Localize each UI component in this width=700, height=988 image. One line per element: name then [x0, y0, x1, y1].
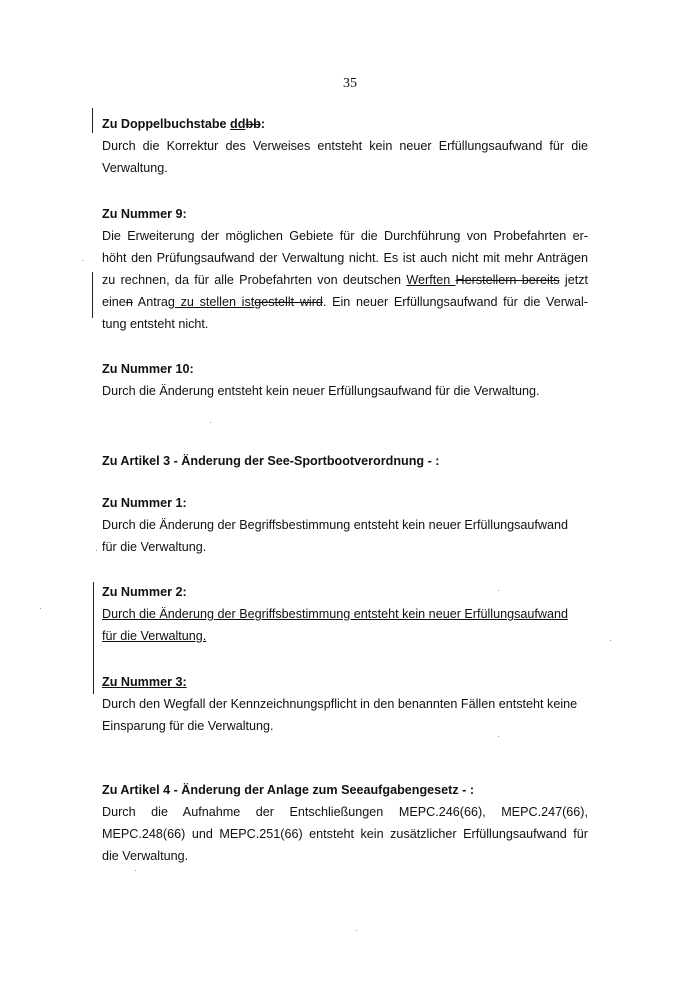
- section-nummer-9: [102, 203, 588, 335]
- section-heading: Zu Nummer 10:: [102, 362, 194, 376]
- paragraph-line: Durch die Änderung der Begriffsbestimmung entsteht kein neuer Erfüllungsaufwand: [102, 518, 569, 532]
- paragraph-line: Verwaltung.: [102, 161, 168, 175]
- paragraph-line: Durch die Aufnahme der Entschließungen MEPC.246(66), MEPC.247(66),: [102, 805, 588, 819]
- paragraph-line: für die Verwaltung.: [102, 540, 207, 554]
- section-heading: Zu Nummer 3:: [102, 675, 187, 689]
- paragraph-line: MEPC.248(66) und MEPC.251(66) entsteht kein zusätzlicher Erfüllungsaufwand für: [102, 827, 588, 841]
- paragraph-line: Durch die Korrektur des Verweises entsteht kein neuer Erfüllungsaufwand für die: [102, 139, 588, 153]
- section-artikel-3: [102, 450, 588, 472]
- paragraph-line: Durch die Änderung entsteht kein neuer Erfüllungsaufwand für die Verwaltung.: [102, 384, 540, 398]
- section-heading: Zu Nummer 9:: [102, 207, 187, 221]
- section-heading: Zu Nummer 1:: [102, 496, 187, 510]
- section-heading: Zu Nummer 2:: [102, 585, 187, 599]
- paragraph-line: Durch den Wegfall der Kennzeichnungspflicht in den benannten Fällen entsteht keine: [102, 697, 578, 711]
- change-bar-3: [93, 582, 94, 694]
- section-artikel-3-nummer-2: [102, 581, 588, 647]
- section-doppelbuchstabe: [102, 113, 588, 179]
- change-bar-1: [92, 108, 93, 133]
- section-heading: Zu Artikel 3 - Änderung der See-Sportbootverordnung - :: [102, 454, 440, 468]
- page-number: 35: [343, 76, 357, 91]
- change-bar-2: [92, 272, 93, 318]
- paragraph-line: die Verwaltung.: [102, 849, 189, 863]
- paragraph-line: Durch die Änderung der Begriffsbestimmung entsteht kein neuer Erfüllungsaufwand: [102, 607, 569, 621]
- paragraph-line: Die Erweiterung der möglichen Gebiete für die Durchführung von Probefahrten er-: [102, 229, 588, 243]
- section-nummer-10: [102, 358, 588, 402]
- section-heading: Zu Doppelbuchstabe ddbb:: [102, 117, 266, 131]
- paragraph-line: einen Antrag zu stellen istgestellt wird. Ein neuer Erfüllungsaufwand für die Verwal-: [102, 295, 588, 309]
- paragraph-line: zu rechnen, da für alle Probefahrten von deutschen Werften Herstellern bereits jetzt: [102, 273, 588, 287]
- section-artikel-3-nummer-3: [102, 671, 588, 737]
- section-artikel-4: [102, 779, 588, 867]
- paragraph-line: höht den Prüfungsaufwand der Verwaltung nicht. Es ist auch nicht mit mehr Anträgen: [102, 251, 588, 265]
- paragraph-line: tung entsteht nicht.: [102, 317, 209, 331]
- paragraph-line: Einsparung für die Verwaltung.: [102, 719, 274, 733]
- section-artikel-3-nummer-1: [102, 492, 588, 558]
- paragraph-line: für die Verwaltung.: [102, 629, 207, 643]
- section-heading: Zu Artikel 4 - Änderung der Anlage zum Seeaufgabengesetz - :: [102, 783, 475, 797]
